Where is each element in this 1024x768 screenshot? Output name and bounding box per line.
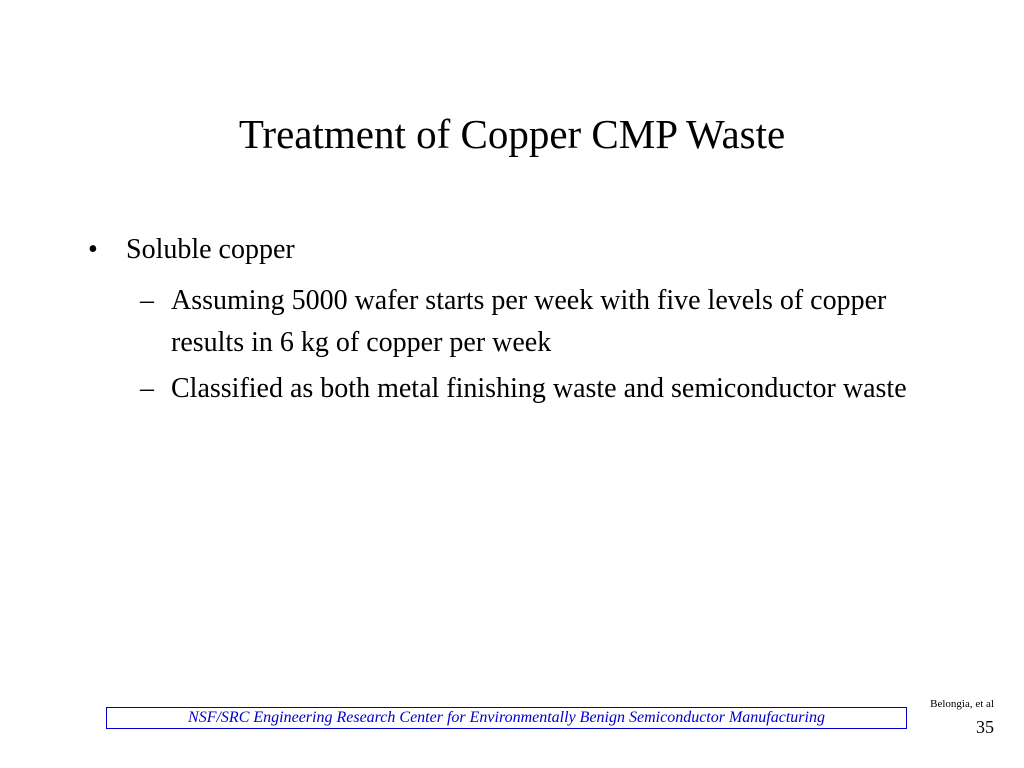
sub-bullet-text: Classified as both metal finishing waste and semiconductor waste [171,373,907,404]
bullet-text: Soluble copper [126,234,295,265]
page-number: 35 [976,717,994,737]
bullet-marker: • [88,234,98,265]
dash-marker: – [140,285,154,316]
author-credit: Belongia, et al [930,698,994,710]
dash-marker: – [140,373,154,404]
footer-banner: NSF/SRC Engineering Research Center for Environmentally Benign Semiconductor Manufacturing [106,707,907,729]
slide-title: Treatment of Copper CMP Waste [238,111,786,157]
sub-bullet-text: Assuming 5000 wafer starts per week with five levels of copper results in 6 kg of copper per week [171,285,887,358]
